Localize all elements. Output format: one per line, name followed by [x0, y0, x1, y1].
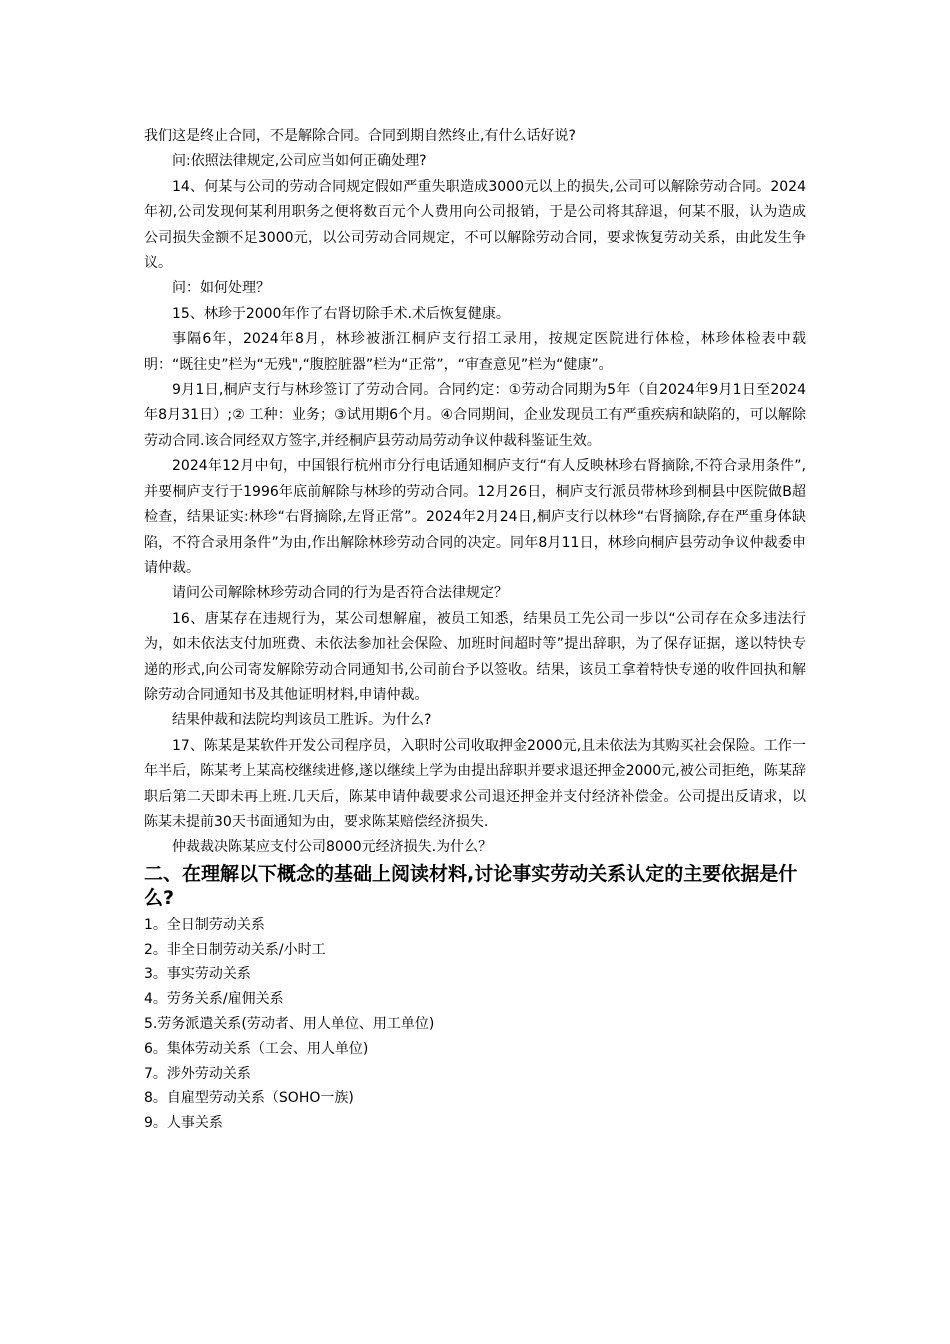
paragraph-question-16: 结果仲裁和法院均判该员工胜诉。为什么? [172, 712, 432, 729]
list-item: 8。自雇型劳动关系（SOHO一族) [144, 1090, 354, 1107]
paragraph-question-17: 仲裁裁决陈某应支付公司8000元经济损失.为什么？ [172, 839, 493, 856]
list-item: 9。人事关系 [144, 1115, 223, 1132]
paragraph-1: 我们这是终止合同，不是解除合同。合同到期自然终止,有什么话好说? [144, 128, 576, 144]
document-body [144, 124, 806, 1136]
list-item: 4。劳务关系/雇佣关系 [144, 991, 284, 1008]
paragraph-case-15: 15、林珍于2000年作了右肾切除手术.术后恢复健康。 [172, 305, 510, 322]
list-item: 5.劳务派遣关系(劳动者、用人单位、用工单位) [144, 1015, 435, 1032]
list-item: 3。事实劳动关系 [144, 966, 251, 983]
list-item: 1。全日制劳动关系 [144, 916, 265, 933]
section-heading: 二、在理解以下概念的基础上阅读材料,讨论事实劳动关系认定的主要依据是什么? [144, 862, 798, 910]
paragraph-case-16: 16、唐某存在违规行为，某公司想解雇，被员工知悉，结果员工先公司一步以“公司存在众多违法行为，如未依法支付加班费、未依法参加社会保险、加班时间超时等”提出辞职，为了保存证据，遂以特快专递的形式,向公司寄发解除劳动合同通知书,公司前台予以签收。结果，该员工拿着特快专递的收件回执和解除劳动合同通知书及其他证明材料,申请仲裁。 [144, 610, 806, 703]
paragraph-case-15-checkup: 事隔6年，2024年8月，林珍被浙江桐庐支行招工录用，按规定医院进行体检，林珍体检表中载明：“既往史”栏为“无残",“腹腔脏器”栏为“正常”，“审查意见”栏为“健康”。 [144, 331, 806, 373]
paragraph-case-15-dismissal: 2024年12月中旬，中国银行杭州市分行电话通知桐庐支行“有人反映林珍右肾摘除,不符合录用条件”,并要桐庐支行于1996年底前解除与林珍的劳动合同。12月26日，桐庐支行派员带林珍到桐县中医院做B超检查，结果证实:林珍“右肾摘除,左肾正常”。2024年2月24日,桐庐支行以林珍“右肾摘除,存在严重身体缺陷，不符合录用条件”为由,作出解除林珍劳动合同的决定。同年8月11日，林珍向桐庐县劳动争议仲裁委申请仲裁。 [144, 458, 806, 576]
concept-list [144, 913, 806, 1136]
paragraph-2: 问:依照法律规定,公司应当如何正确处理? [172, 153, 427, 170]
paragraph-case-14: 14、何某与公司的劳动合同规定假如严重失职造成3000元以上的损失,公司可以解除劳动合同。2024年初,公司发现何某利用职务之便将数百元个人费用向公司报销，于是公司将其辞退，何某不服，认为造成公司损失金额不足3000元，以公司劳动合同规定，不可以解除劳动合同，要求恢复劳动关系，由此发生争议。 [144, 178, 806, 272]
paragraph-question-14: 问：如何处理？ [172, 280, 270, 297]
list-item: 2。非全日制劳动关系/小时工 [144, 941, 326, 958]
list-item: 7。涉外劳动关系 [144, 1065, 251, 1082]
list-item: 6。集体劳动关系（工会、用人单位) [144, 1040, 369, 1057]
paragraph-case-15-contract: 9月1日,桐庐支行与林珍签订了劳动合同。合同约定：①劳动合同期为5年（自2024年9月1日至2024年8月31日）;② 工种：业务；③试用期6个月。④合同期间，企业发现员工有严重疾病和缺陷的，可以解除劳动合同.该合同经双方签字,并经桐庐县劳动局劳动争议仲裁科鉴证生效。 [144, 382, 806, 449]
paragraph-question-15: 请问公司解除林珍劳动合同的行为是否符合法律规定？ [172, 585, 508, 602]
paragraph-case-17: 17、陈某是某软件开发公司程序员，入职时公司收取押金2000元,且未依法为其购买社会保险。工作一年半后，陈某考上某高校继续进修,遂以继续上学为由提出辞职并要求退还押金2000元,被公司拒绝，陈某辞职后第二天即未再上班.几天后，陈某申请仲裁要求公司退还押金并支付经济补偿金。公司提出反请求，以陈某未提前30天书面通知为由，要求陈某赔偿经济损失. [144, 737, 806, 830]
